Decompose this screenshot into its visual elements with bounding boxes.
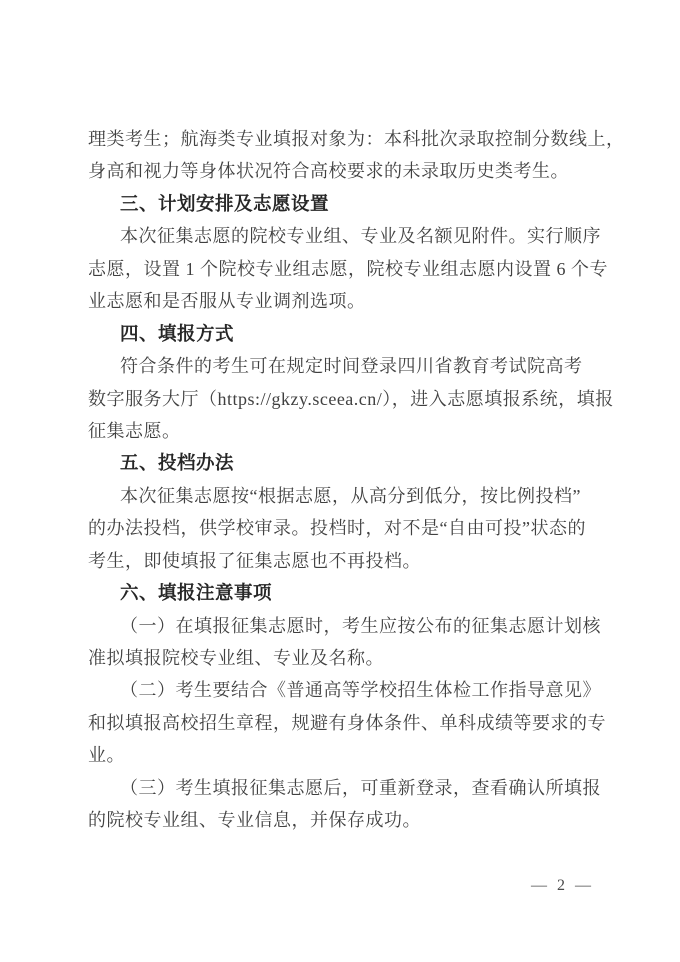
body-line: 本次征集志愿按“根据志愿，从高分到低分，按比例投档” bbox=[120, 485, 581, 506]
body-line: 业志愿和是否服从专业调剂选项。 bbox=[88, 291, 366, 312]
body-line: （二）考生要结合《普通高等学校招生体检工作指导意见》 bbox=[120, 680, 601, 701]
body-line: 的院校专业组、专业信息，并保存成功。 bbox=[88, 810, 421, 831]
body-line: 符合条件的考生可在规定时间登录四川省教育考试院高考 bbox=[120, 356, 583, 377]
body-line: 征集志愿。 bbox=[88, 420, 181, 441]
section-heading-3: 三、计划安排及志愿设置 bbox=[120, 192, 330, 214]
body-line: 身高和视力等身体状况符合高校要求的未录取历史类考生。 bbox=[88, 161, 569, 182]
body-line: 理类考生；航海类专业填报对象为：本科批次录取控制分数线上， bbox=[88, 129, 625, 149]
page-number: — 2 — bbox=[531, 877, 594, 894]
body-line: 数字服务大厅（https://gkzy.sceea.cn/），进入志愿填报系统，填报 bbox=[88, 388, 614, 409]
section-heading-6: 六、填报注意事项 bbox=[120, 582, 273, 604]
body-line: 志愿，设置 1 个院校专业组志愿，院校专业组志愿内设置 6 个专 bbox=[88, 258, 608, 279]
body-line: （一）在填报征集志愿时，考生应按公布的征集志愿计划核 bbox=[120, 615, 601, 636]
body-line: （三）考生填报征集志愿后，可重新登录，查看确认所填报 bbox=[120, 777, 601, 798]
body-line: 准拟填报院校专业组、专业及名称。 bbox=[88, 648, 384, 668]
body-line: 和拟填报高校招生章程，规避有身体条件、单科成绩等要求的专 bbox=[88, 712, 606, 733]
document-body bbox=[88, 123, 625, 837]
section-heading-5: 五、投档办法 bbox=[120, 452, 235, 474]
body-line: 的办法投档，供学校审录。投档时，对不是“自由可投”状态的 bbox=[88, 518, 586, 539]
section-heading-4: 四、填报方式 bbox=[120, 322, 235, 344]
body-line: 考生，即使填报了征集志愿也不再投档。 bbox=[88, 550, 421, 571]
body-line: 业。 bbox=[88, 745, 125, 766]
body-line: 本次征集志愿的院校专业组、专业及名额见附件。实行顺序 bbox=[120, 226, 601, 247]
